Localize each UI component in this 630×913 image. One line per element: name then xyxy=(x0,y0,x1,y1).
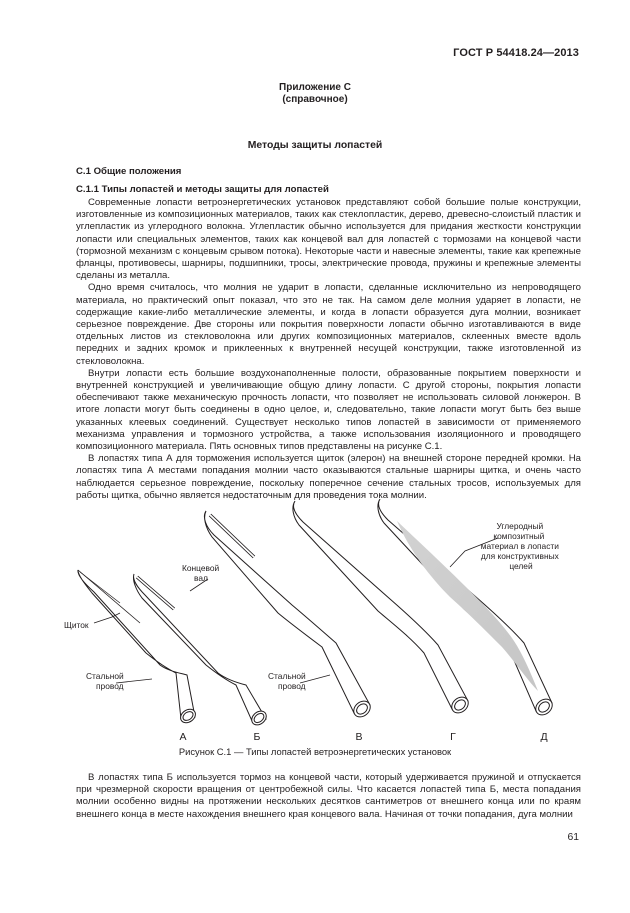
section-title: Методы защиты лопастей xyxy=(247,140,383,151)
label-steel-wire-a: Стальной провод xyxy=(86,671,124,691)
label-carbon-material: Углеродный композитный материал в лопасти для конструктивных целей xyxy=(480,521,559,571)
paragraph: В лопастях типа А для торможения используется щиток (элерон) на внешней стороне передней кромки. На лопастях типа А местами попадания молнии часто оказываются стальные шарниры щитка, и очень часто наблюдается серьезное повреждение, поскольку поперечное сечение стальных тросов, используемых для работы щитка, обычно является недостаточным для проведения тока молнии. xyxy=(76,453,581,501)
annex-note: (справочное) xyxy=(282,94,348,105)
standard-code: ГОСТ Р 54418.24—2013 xyxy=(453,47,579,59)
letter-d: Г xyxy=(450,731,456,743)
label-steel-wire-b: Стальной провод xyxy=(268,671,306,691)
body-text xyxy=(76,197,581,502)
body-text-continued xyxy=(76,772,581,821)
paragraph: Внутри лопасти есть большие воздухонаполненные полости, образованные покрытием поверхности и внутренней конструкцией и увеличивающие общую длину лопасти. С другой стороны, покрытия лопасти обеспечивают также механическую прочность лопасти, что позволяет не использовать силовой лонжерон. В итоге лопасти могут быть соединены в одно целое, и, следовательно, такие лопасти могут быть без выше указанных клеевых соединений. Существует несколько типов лопастей в зависимости от применяемого механизма управления и тормозного устройства, а также использования изоляционного и проводящего композиционного материала. Пять основных типов представлены на рисунке С.1. xyxy=(76,367,581,453)
blade-a xyxy=(78,570,198,726)
letter-b: Б xyxy=(253,731,261,743)
subsection-heading-c1: С.1 Общие положения xyxy=(76,166,182,177)
page-number: 61 xyxy=(567,832,579,843)
annex-title: Приложение С xyxy=(279,82,351,93)
paragraph: В лопастях типа Б используется тормоз на концевой части, который удерживается пружиной и отпускается при чрезмерной скорости вращения от центробежной силы. Что касается лопастей типа Б, места попадания молнии особенно видны на протяжении нескольких десятков сантиметров от внешнего конца или по краям внешнего конца в месте нахождения внешнего края концевого вала. Начиная от точки попадания, дуга молнии xyxy=(76,772,581,820)
letter-a: А xyxy=(179,731,187,743)
paragraph: Одно время считалось, что молния не ударит в лопасти, сделанные исключительно из непроводящего материала, но практический опыт показал, что это не так. На самом деле молния ударяет в лопасти, не содержащие какие-либо металлические элементы, и когда в лопасти образуется дуга молнии, возникает серьезное повреждение. Две стороны или покрытия поверхности лопасти обычно изготавливаются в виде отдельных листов из стекловолокна или других композиционных материалов, склеенных вместе вдоль передних и задних кромок и приклеенных к внутренней несущей конструкции, также изготовленной из стекловолокна. xyxy=(76,282,581,367)
annex-heading xyxy=(0,82,630,106)
label-shield: Щиток xyxy=(64,620,89,630)
paragraph: Современные лопасти ветроэнергетических установок представляют собой большие полые конструкции, изготовленные из композиционных материалов, таких как стеклопластик, дерево, древесно-слоистый пластик и углепластик из углеродного волокна. Углепластик обычно используется для придания жесткости конструкции лопасти или специальных элементов, таких как концевой вал для лопастей с тормозами на концевой части (тормозной механизм с концевым срывом потока). Некоторые части и навесные элементы, такие как крепежные фланцы, противовесы, шарниры, подшипники, тросы, электрические провода, пружины и крепежные элементы сделаны из металла. xyxy=(76,197,581,282)
blade-types-drawing xyxy=(40,495,600,745)
figure-caption: Рисунок С.1 — Типы лопастей ветроэнергетических установок xyxy=(178,746,452,757)
subsection-heading-c11: С.1.1 Типы лопастей и методы защиты для лопастей xyxy=(76,184,329,195)
blade-types-figure xyxy=(40,495,600,745)
letter-e: Д xyxy=(540,731,548,743)
letter-c: В xyxy=(355,731,363,743)
label-end-shaft: Концевой вал xyxy=(182,563,220,583)
blade-d xyxy=(293,501,471,716)
blade-b xyxy=(133,574,269,728)
